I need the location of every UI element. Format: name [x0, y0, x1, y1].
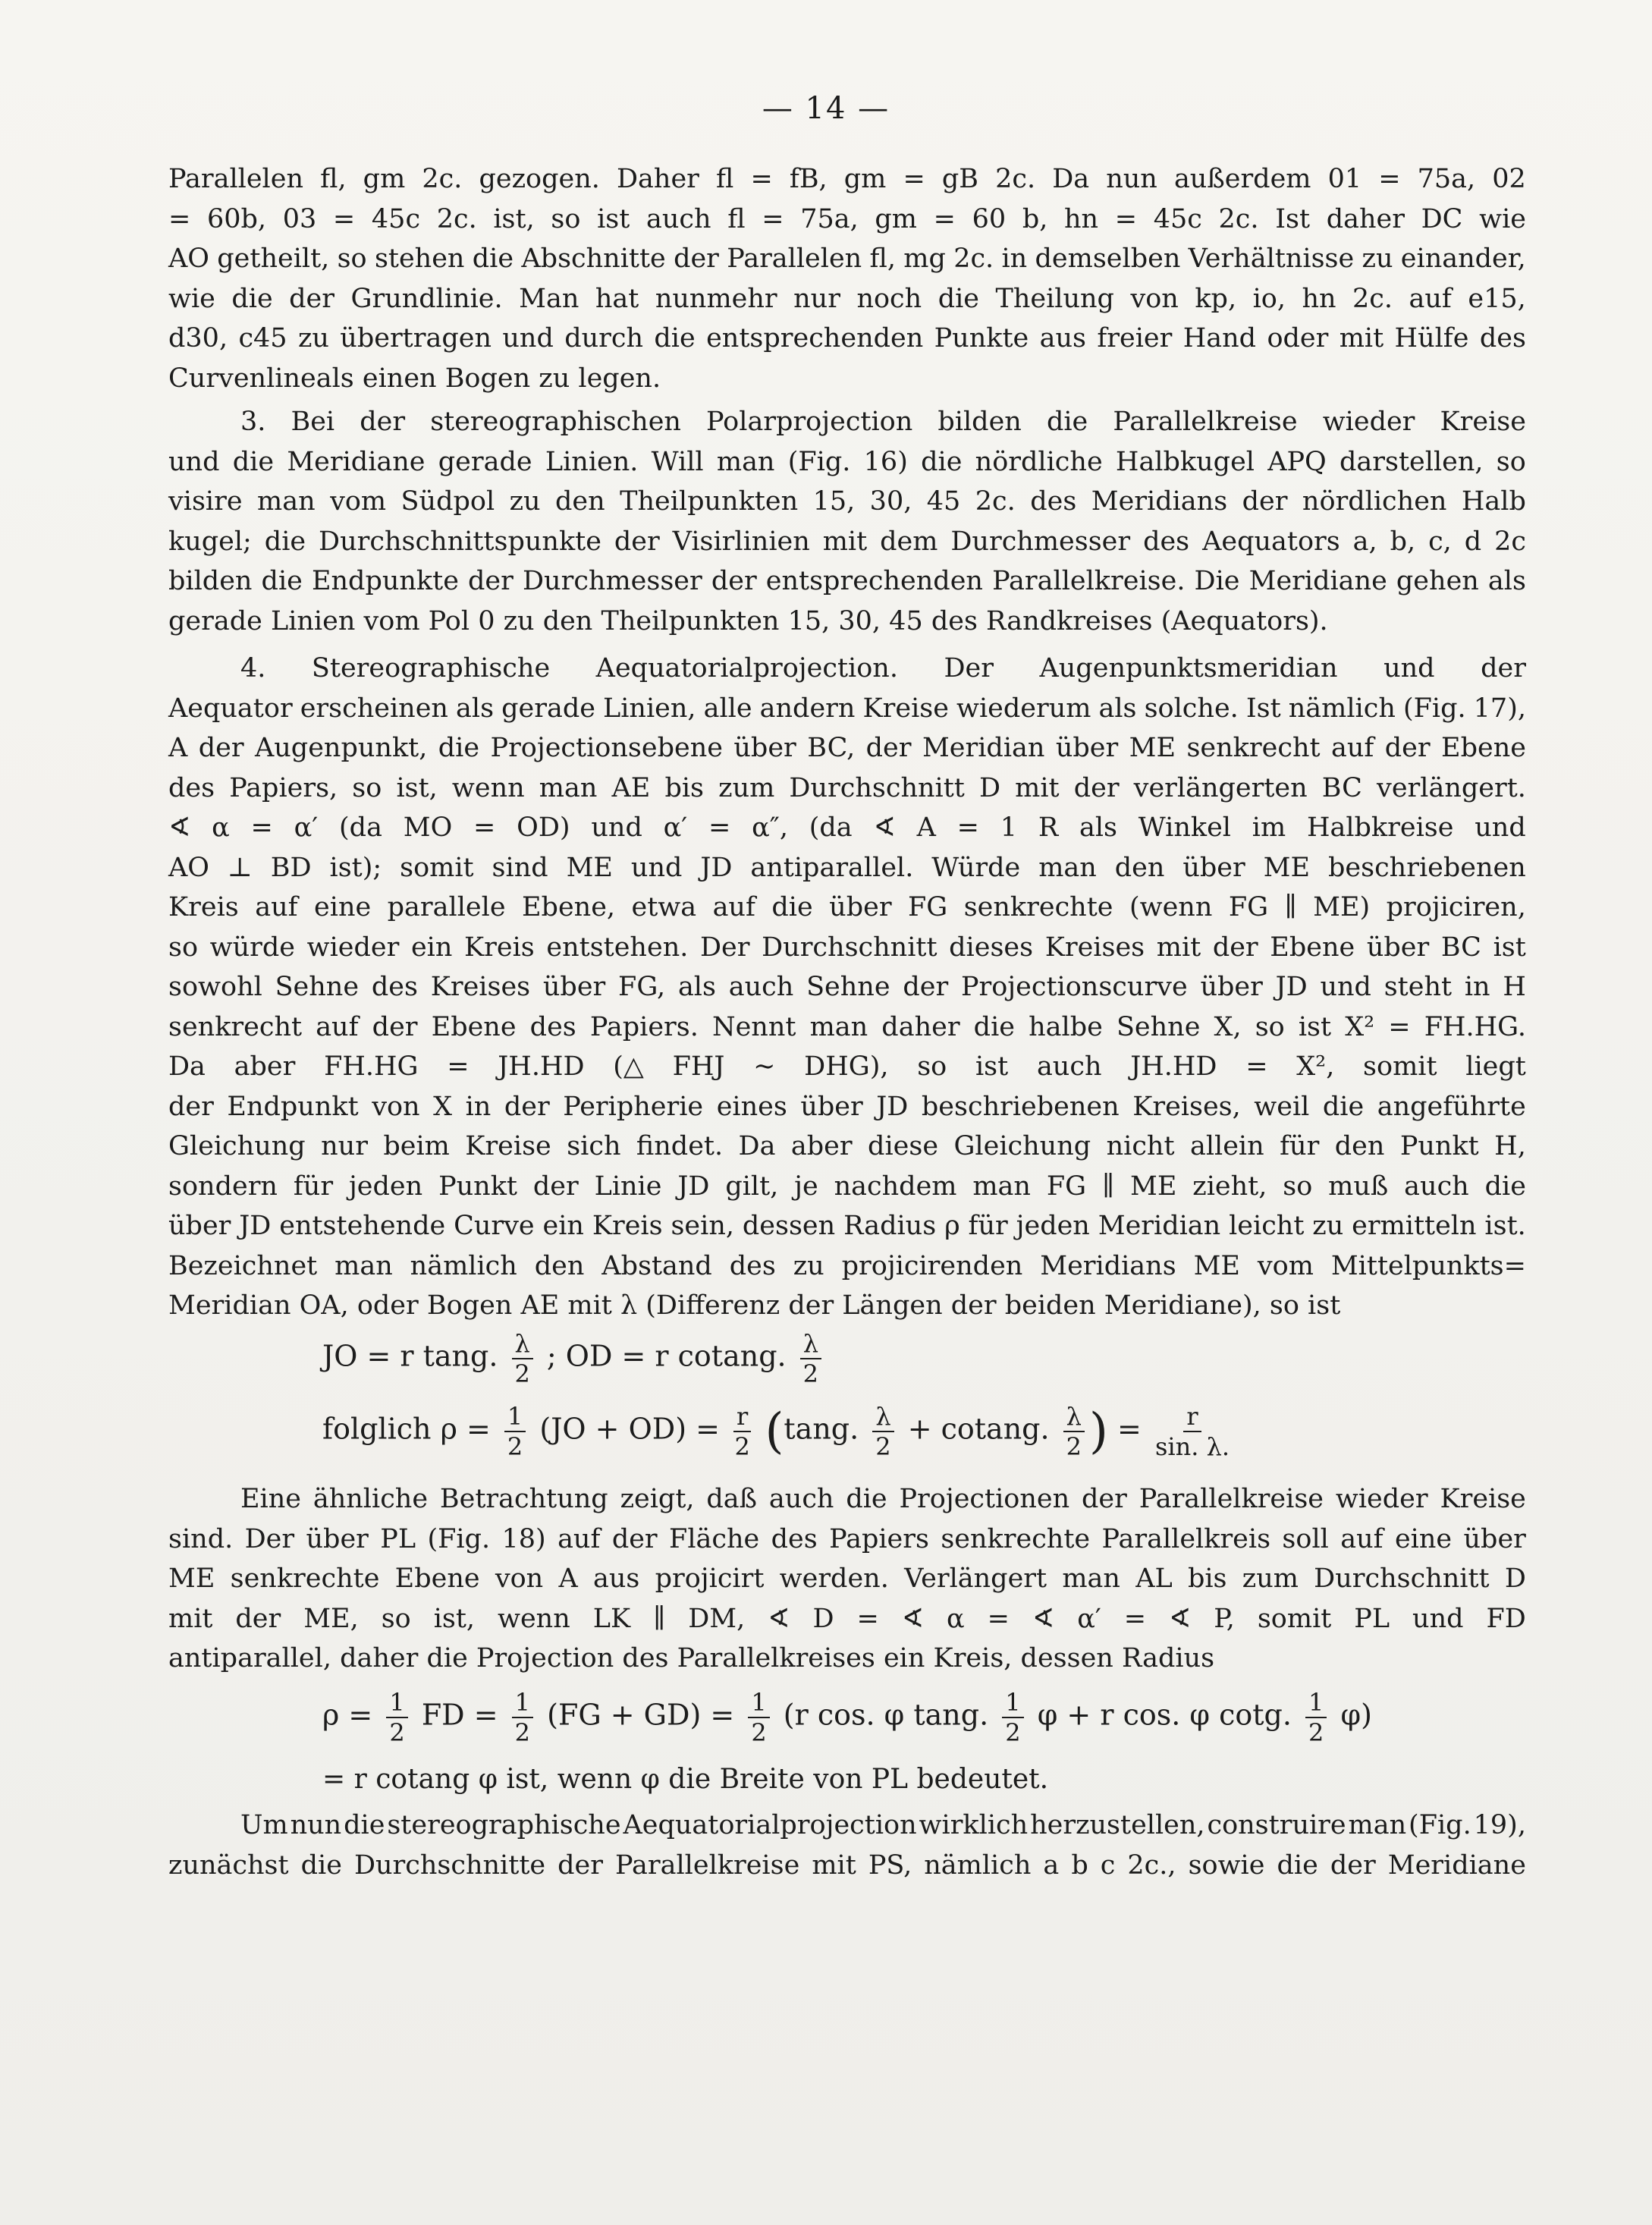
- text-line: sind. Der über PL (Fig. 18) auf der Fläche des Papiers senkrechte Parallelkreis soll auf eine über: [168, 1523, 1526, 1554]
- paragraph-2: [168, 402, 1526, 641]
- text-line: Meridian OA, oder Bogen AE mit λ (Differenz der Längen der beiden Meridiane), so ist: [168, 1290, 1341, 1321]
- paragraph-4: [168, 1479, 1526, 1679]
- text-line: Da aber FH.HG = JH.HD (△ FHJ ∼ DHG), so ist auch JH.HD = X², somit liegt: [168, 1051, 1526, 1082]
- text-line: Bezeichnet man nämlich den Abstand des zu projicirenden Meridians ME vom Mittelpunkts=: [168, 1250, 1526, 1281]
- paragraph-5: [168, 1805, 1526, 1885]
- text-line: der Endpunkt von X in der Peripherie eines über JD beschriebenen Kreises, weil die angeführte: [168, 1091, 1526, 1122]
- text-line: d30, c45 zu übertragen und durch die entsprechenden Punkte aus freier Hand oder mit Hülfe des: [168, 323, 1526, 354]
- text-line: Gleichung nur beim Kreise sich findet. Da aber diese Gleichung nicht allein für den Punkt H,: [168, 1131, 1526, 1161]
- text-line: sondern für jeden Punkt der Linie JD gilt, je nachdem man FG ∥ ME zieht, so muß auch die: [168, 1171, 1526, 1202]
- text-line: sowohl Sehne des Kreises über FG, als auch Sehne der Projectionscurve über JD und steht in H: [168, 972, 1526, 1002]
- equation-jo-od: JO = r tang. $\frac{\lambda}{2}$ ; OD = r cotang. $\frac{\lambda}{2}$: [322, 1329, 826, 1388]
- text-line: des Papiers, so ist, wenn man AE bis zum Durchschnitt D mit der verlängerten BC verlängert.: [168, 772, 1526, 803]
- text-line: antiparallel, daher die Projection des Parallelkreises ein Kreis, dessen Radius: [168, 1643, 1215, 1673]
- equation-rho-parallel: ρ = $\frac{1}{2}$ FD = $\frac{1}{2}$ (FG + GD) = $\frac{1}{2}$ (r cos. φ tang. $\frac{1}{2}$ φ + r cos. φ cotg. $\frac{1}{2}$ φ): [322, 1688, 1372, 1747]
- text-line: wie die der Grundlinie. Man hat nunmehr nur noch die Theilung von kp, io, hn 2c. auf e15,: [168, 283, 1526, 314]
- text-line: = 60b, 03 = 45c 2c. ist, so ist auch fl = 75a, gm = 60 b, hn = 45c 2c. Ist daher DC wie: [168, 203, 1526, 234]
- text-line: Kreis auf eine parallele Ebene, etwa auf die über FG senkrechte (wenn FG ∥ ME) projiciren,: [168, 892, 1526, 922]
- text-line: ∢ α = α′ (da MO = OD) und α′ = α″, (da ∢ A = 1 R als Winkel im Halbkreise und: [168, 812, 1526, 843]
- text-line: Parallelen fl, gm 2c. gezogen. Daher fl = fB, gm = gB 2c. Da nun außerdem 01 = 75a, 02: [168, 164, 1526, 194]
- page-number: — 14 —: [762, 91, 890, 126]
- text-line: Eine ähnliche Betrachtung zeigt, daß auch die Projectionen der Parallelkreise wieder Kreise: [240, 1484, 1526, 1514]
- text-line: bilden die Endpunkte der Durchmesser der entsprechenden Parallelkreise. Die Meridiane gehen als: [168, 566, 1526, 596]
- text-line: ME senkrechte Ebene von A aus projicirt werden. Verlängert man AL bis zum Durchschnitt D: [168, 1563, 1526, 1594]
- text-line: kugel; die Durchschnittspunkte der Visirlinien mit dem Durchmesser des Aequators a, b, c, d 2c: [168, 526, 1526, 557]
- equation-tail: = r cotang φ ist, wenn φ die Breite von PL bedeutet.: [322, 1764, 1049, 1795]
- paragraph-1: [168, 159, 1526, 398]
- text-line: visire man vom Südpol zu den Theilpunkten 15, 30, 45 2c. des Meridians der nördlichen Halb: [168, 486, 1526, 517]
- text-line: senkrecht auf der Ebene des Papiers. Nennt man daher die halbe Sehne X, so ist X² = FH.HG.: [168, 1011, 1526, 1042]
- text-line: so würde wieder ein Kreis entstehen. Der Durchschnitt dieses Kreises mit der Ebene über BC ist: [168, 932, 1526, 963]
- text-line: Um nun die stereographische Aequatorialprojection wirklich herzustellen, construire man (Fig. 19),: [240, 1810, 1526, 1840]
- text-line: 4. Stereographische Aequatorialprojection. Der Augenpunktsmeridian und der: [240, 653, 1526, 684]
- text-line: über JD entstehende Curve ein Kreis sein, dessen Radius ρ für jeden Meridian leicht zu ermitteln ist.: [168, 1211, 1526, 1241]
- text-line: A der Augenpunkt, die Projectionsebene über BC, der Meridian über ME senkrecht auf der Ebene: [168, 733, 1526, 763]
- paragraph-3: [168, 649, 1526, 1326]
- text-line: mit der ME, so ist, wenn LK ∥ DM, ∢ D = ∢ α = ∢ α′ = ∢ P, somit PL und FD: [168, 1603, 1526, 1634]
- text-line: Aequator erscheinen als gerade Linien, alle andern Kreise wiederum als solche. Ist nämlich (Fig. 17),: [168, 693, 1526, 724]
- text-line: AO ⊥ BD ist); somit sind ME und JD antiparallel. Würde man den über ME beschriebenen: [168, 852, 1526, 883]
- text-line: und die Meridiane gerade Linien. Will man (Fig. 16) die nördliche Halbkugel APQ darstellen, so: [168, 446, 1526, 477]
- equation-rho: folglich ρ = $\frac{1}{2}$ (JO + OD) = $\frac{r}{2}$ (tang. $\frac{\lambda}{2}$ + cotang. $\frac{\lambda}{2}$ ) = $\frac{r}{\sin. \lambda.}$: [322, 1402, 1230, 1461]
- text-line: Curvenlineals einen Bogen zu legen.: [168, 363, 661, 394]
- text-line: AO getheilt, so stehen die Abschnitte der Parallelen fl, mg 2c. in demselben Verhältnisse zu einander,: [168, 244, 1526, 274]
- text-line: gerade Linien vom Pol 0 zu den Theilpunkten 15, 30, 45 des Randkreises (Aequators).: [168, 605, 1328, 636]
- text-line: zunächst die Durchschnitte der Parallelkreise mit PS, nämlich a b c 2c., sowie die der Meridiane: [168, 1849, 1526, 1881]
- text-line: 3. Bei der stereographischen Polarprojection bilden die Parallelkreise wieder Kreise: [240, 407, 1526, 437]
